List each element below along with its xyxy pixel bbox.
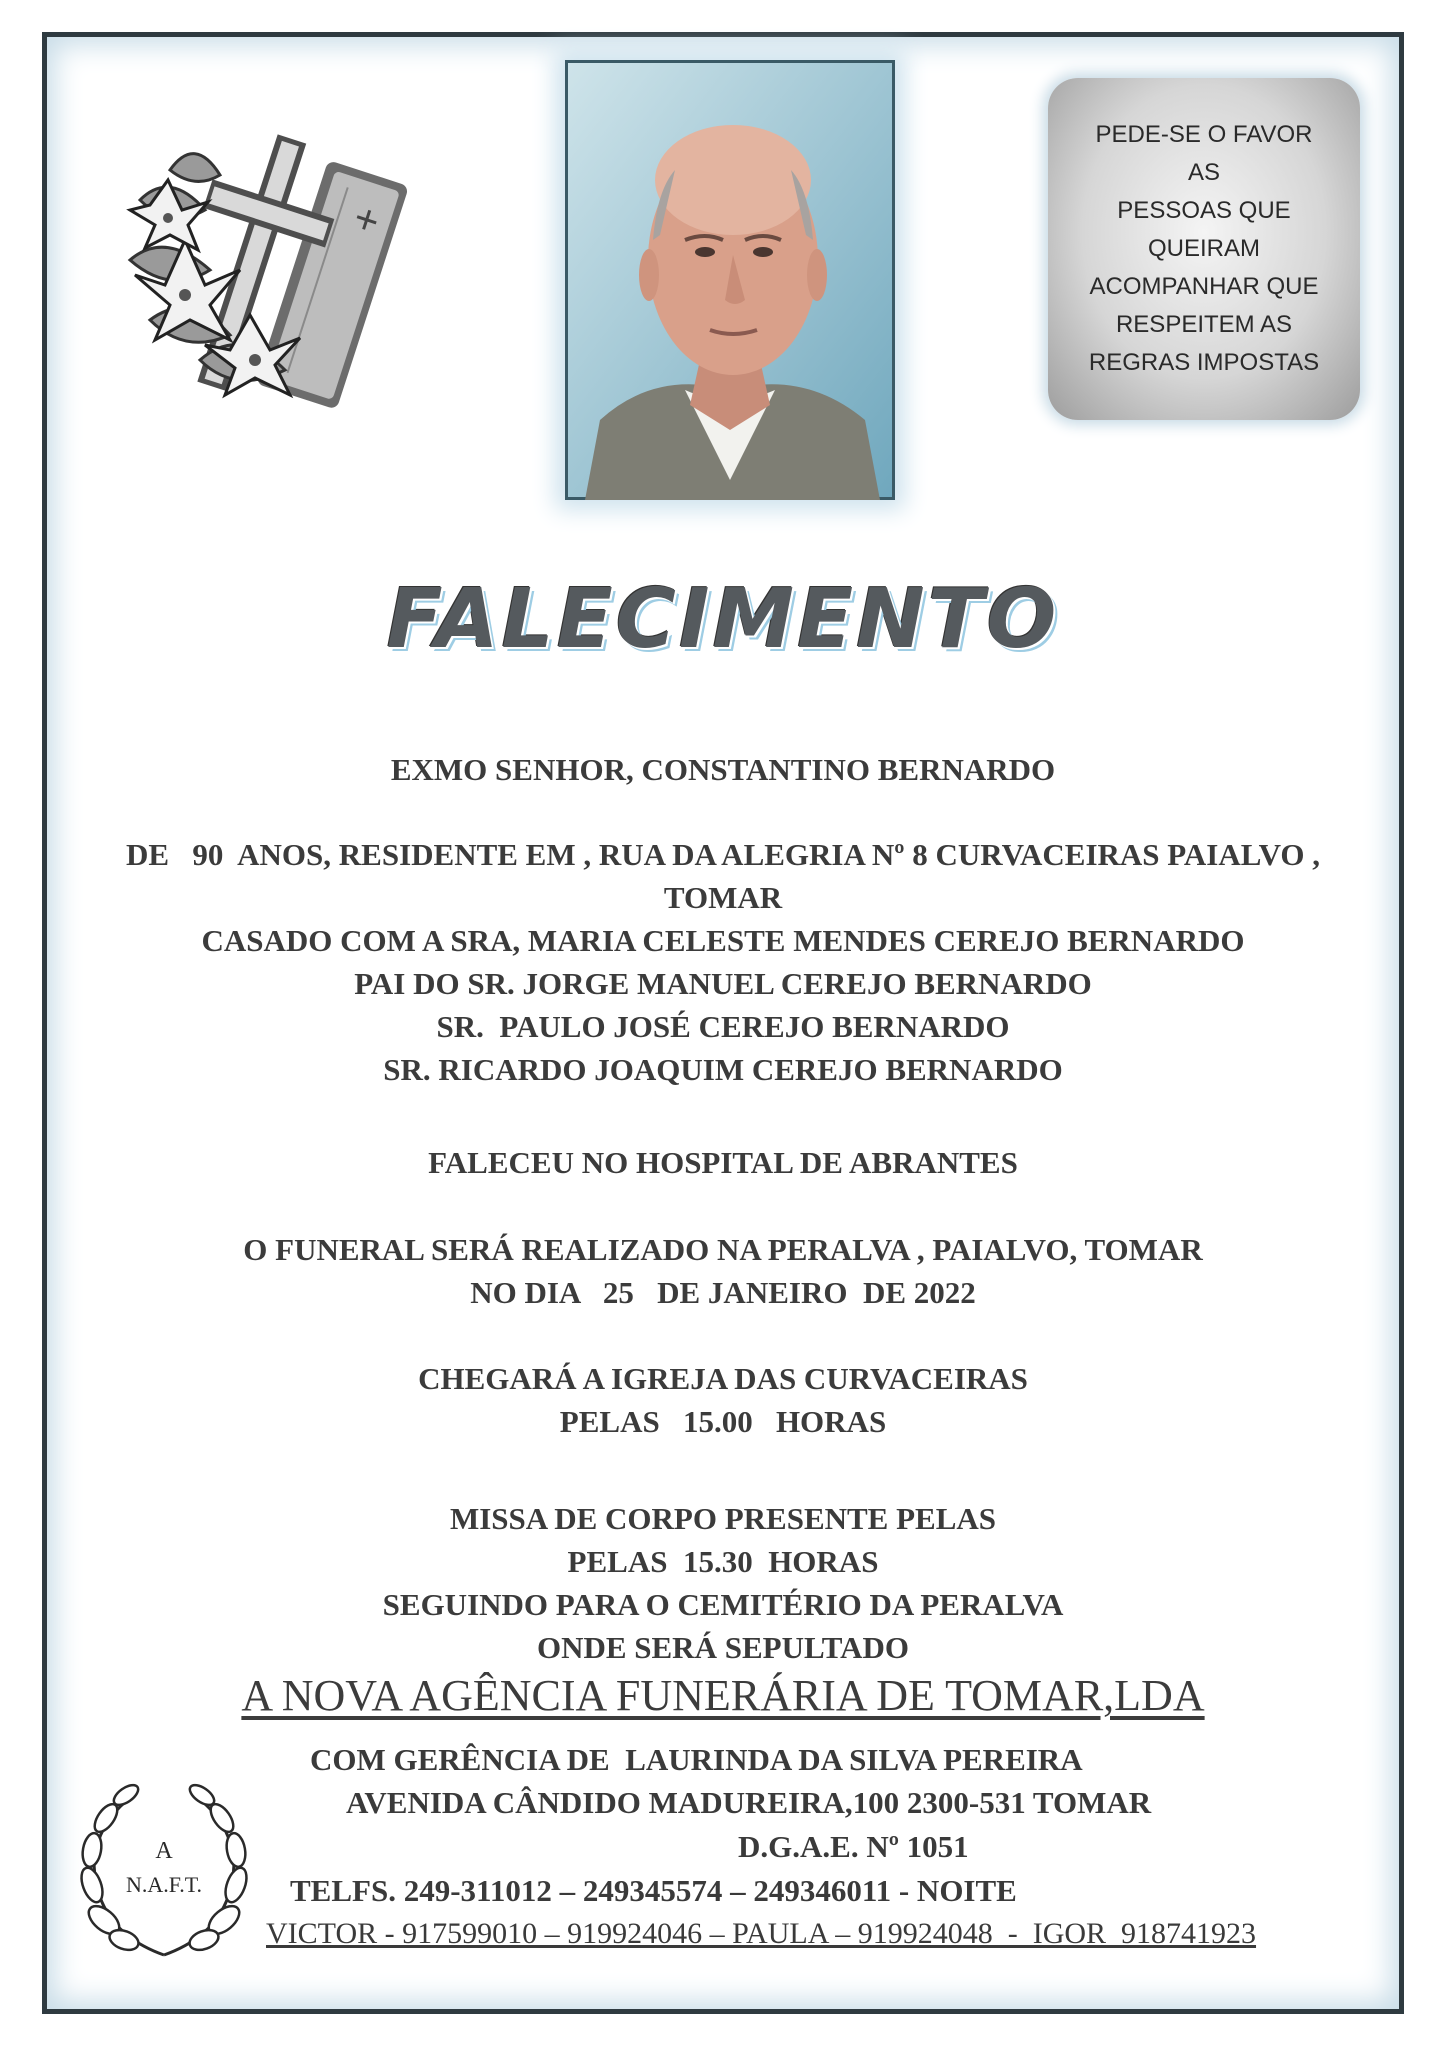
mass-time: PELAS 15.30 HORAS (567, 1544, 879, 1579)
cross-bible-lily-icon (110, 110, 410, 410)
agency-phones: TELFS. 249-311012 – 249345574 – 249346011 - NOITE (290, 1873, 1017, 1908)
agency-license: D.G.A.E. Nº 1051 (738, 1829, 969, 1864)
mass-block (0, 1497, 1446, 1669)
portrait-photo (565, 60, 895, 500)
death-place: FALECEU NO HOSPITAL DE ABRANTES (428, 1145, 1018, 1180)
mass-line: MISSA DE CORPO PRESENTE PELAS (449, 1501, 997, 1536)
notice-text (1079, 116, 1329, 382)
notice-line: ACOMPANHAR QUE (1089, 273, 1319, 300)
death-place-block (0, 1141, 1446, 1184)
notice-line: RESPEITEM AS (1115, 311, 1293, 338)
notice-line: PEDE-SE O FAVOR AS (1095, 121, 1313, 186)
church-arrival: CHEGARÁ A IGREJA DAS CURVACEIRAS (418, 1361, 1028, 1396)
funeral-location: O FUNERAL SERÁ REALIZADO NA PERALVA , PAIALVO, TOMAR (243, 1232, 1203, 1267)
agency-name: A NOVA AGÊNCIA FUNERÁRIA DE TOMAR,LDA (241, 1671, 1205, 1720)
night-contacts: VICTOR - 917599010 – 919924046 – PAULA – 919924048 - IGOR 918741923 (266, 1917, 1257, 1950)
notice-line: REGRAS IMPOSTAS (1088, 349, 1320, 376)
residence-line: DE 90 ANOS, RESIDENTE EM , RUA DA ALEGRIA Nº 8 CURVACEIRAS PAIALVO , (126, 837, 1320, 872)
notice-box (1048, 78, 1360, 420)
church-block (0, 1357, 1446, 1443)
notice-line: QUEIRAM (1147, 235, 1260, 262)
residence-town: TOMAR (663, 880, 783, 915)
deceased-name: EXMO SENHOR, CONSTANTINO BERNARDO (390, 752, 1056, 787)
family-block (0, 833, 1446, 1091)
logo-acronym: N.A.F.T. (125, 1872, 203, 1897)
burial-line: ONDE SERÁ SEPULTADO (536, 1630, 910, 1665)
child-line-1: PAI DO SR. JORGE MANUEL CEREJO BERNARDO (354, 966, 1092, 1001)
spouse-line: CASADO COM A SRA, MARIA CELESTE MENDES CEREJO BERNARDO (201, 923, 1245, 958)
headline-title: FALECIMENTO (386, 572, 1060, 667)
cemetery-line: SEGUINDO PARA O CEMITÉRIO DA PERALVA (382, 1587, 1064, 1622)
agency-address: AVENIDA CÂNDIDO MADUREIRA,100 2300-531 TOMAR (346, 1785, 1152, 1820)
deceased-block (0, 748, 1446, 791)
child-line-2: SR. PAULO JOSÉ CEREJO BERNARDO (436, 1009, 1010, 1044)
notice-line: PESSOAS QUE (1117, 197, 1291, 224)
church-time: PELAS 15.00 HORAS (559, 1404, 887, 1439)
laurel-wreath-icon (64, 1770, 264, 1970)
funeral-block (0, 1228, 1446, 1314)
logo-letter: A (155, 1838, 173, 1864)
child-line-3: SR. RICARDO JOAQUIM CEREJO BERNARDO (383, 1052, 1063, 1087)
agency-management: COM GERÊNCIA DE LAURINDA DA SILVA PEREIRA (310, 1742, 1083, 1777)
funeral-date: NO DIA 25 DE JANEIRO DE 2022 (470, 1275, 976, 1310)
